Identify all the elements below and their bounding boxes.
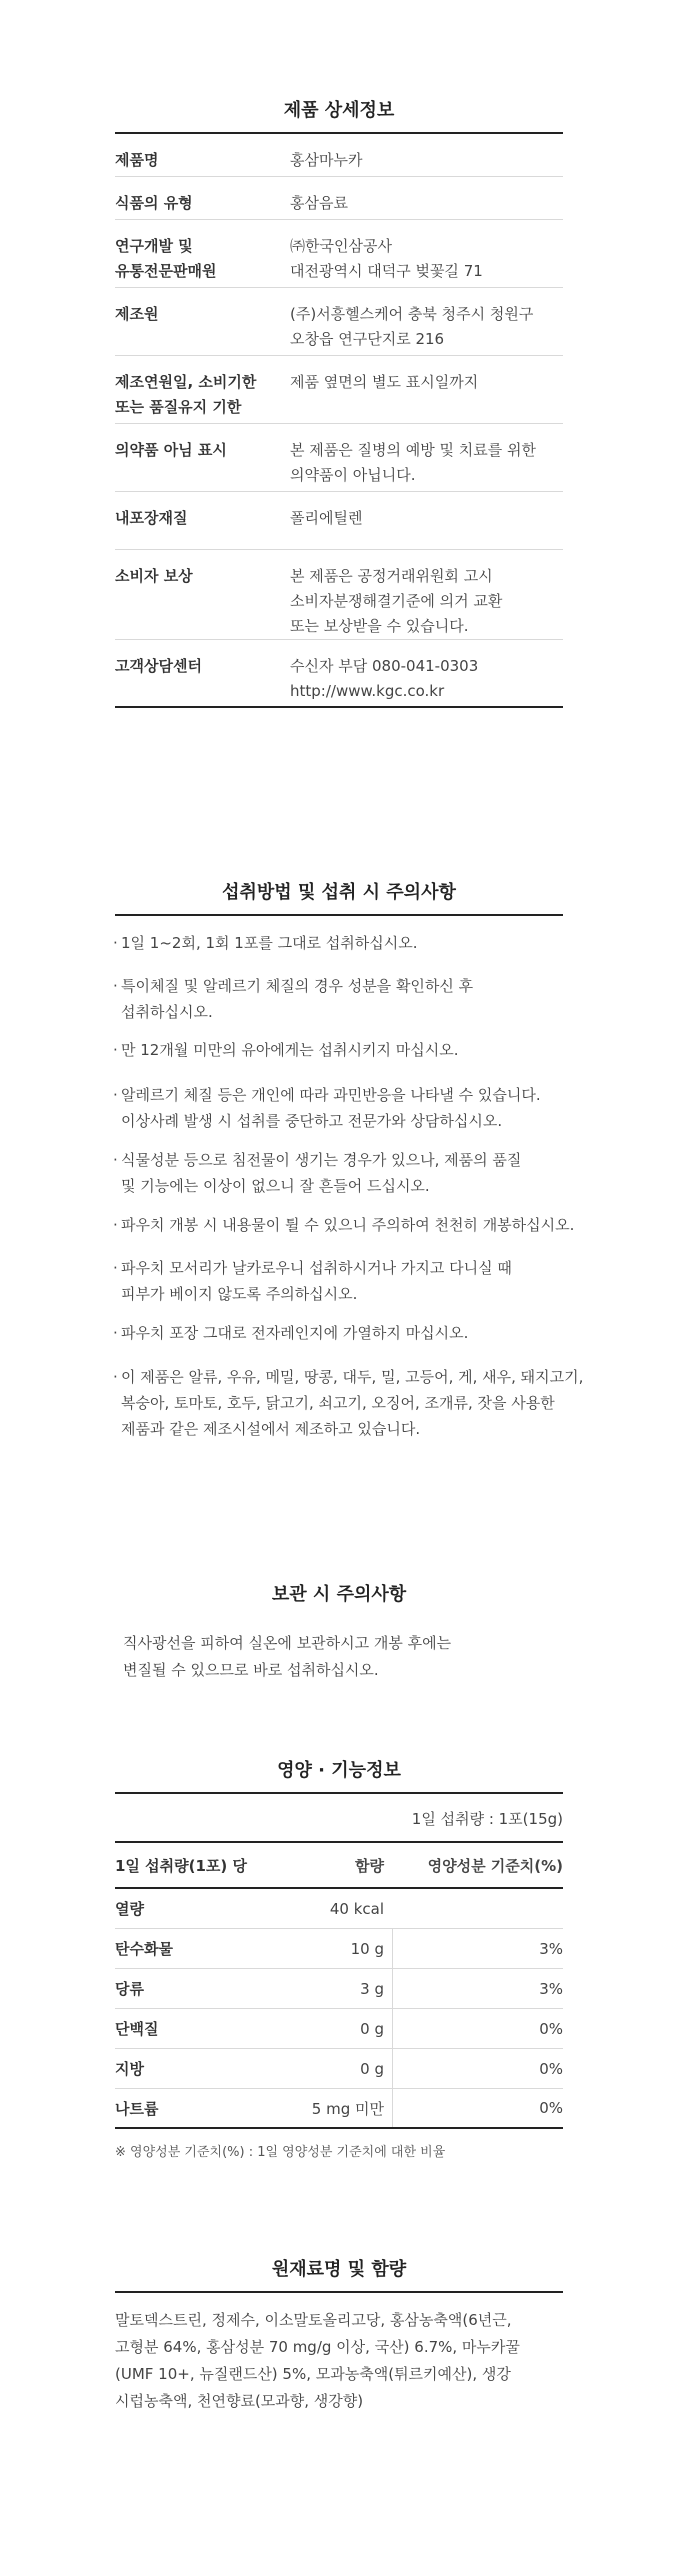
nutrition-header-row (115, 1843, 563, 1889)
section-title: 보관 시 주의사항 (271, 1584, 407, 1605)
product-info-row (115, 288, 563, 356)
nutrient-amount: 3 g (360, 1979, 384, 1998)
product-info-row (115, 220, 563, 288)
product-info-label: 고객상담센터 (115, 657, 202, 675)
intake-note-item (115, 1320, 585, 1346)
nutrient-name: 단백질 (115, 2020, 159, 2038)
product-info-label: 연구개발 및 유통전문판매원 (115, 237, 217, 280)
nutrient-amount: 40 kcal (329, 1899, 384, 1918)
nutrition-row (115, 1969, 563, 2009)
section-title: 영양 · 기능정보 (115, 1756, 563, 1794)
intake-note-text: 특이체질 및 알레르기 체질의 경우 성분을 확인하신 후 섭취하십시오. (121, 977, 474, 1021)
intake-note-text: 이 제품은 알류, 우유, 메밀, 땅콩, 대두, 밀, 고등어, 게, 새우, 돼지고기, 복숭아, 토마토, 호두, 닭고기, 쇠고기, 오징어, 조개류, 잣을 사용한 제품과 같은 제조시설에서 제조하고 있습니다. (121, 1368, 584, 1438)
storage-text: 직사광선을 피하여 실온에 보관하시고 개봉 후에는 변질될 수 있으므로 바로 섭취하십시오. (123, 1634, 452, 1679)
nutrient-name: 당류 (115, 1980, 144, 1998)
intake-section (115, 878, 563, 916)
nutrition-row (115, 1929, 563, 1969)
section-title: 제품 상세정보 (115, 96, 563, 134)
intake-note-text: 1일 1~2회, 1회 1포를 그대로 섭취하십시오. (121, 934, 418, 952)
intake-note-item (115, 1212, 585, 1238)
nutrition-row (115, 2049, 563, 2089)
intake-note-item (115, 1255, 585, 1307)
product-info-section (115, 96, 563, 708)
nutrient-percent: 0% (392, 2009, 563, 2048)
ingredients-section (115, 2255, 563, 2415)
header-percent: 영양성분 기준치(%) (427, 1856, 563, 1875)
product-info-row (115, 492, 563, 550)
ingredients-text: 말토덱스트린, 정제수, 이소말토올리고당, 홍삼농축액(6년근, 고형분 64%, 홍삼성분 70 mg/g 이상, 국산) 6.7%, 마누카꿀 (UMF 10+, 뉴질랜드산) 5%, 모과농축액(튀르키예산), 생강 시럽농축액, 천연향료(모과향, 생강향) (115, 2311, 520, 2410)
section-title: 섭취방법 및 섭취 시 주의사항 (115, 878, 563, 916)
intake-note-item (115, 1364, 585, 1442)
nutrient-percent: 3% (392, 1969, 563, 2008)
product-info-value: 수신자 부담 080-041-0303 http://www.kgc.co.kr (290, 657, 479, 700)
bullet-dot: · (113, 1041, 118, 1059)
product-info-label: 제조원 (115, 305, 159, 323)
intake-note-item (115, 1037, 585, 1063)
product-info-label: 소비자 보상 (115, 567, 193, 585)
nutrient-percent: 0% (392, 2089, 563, 2127)
product-info-value: 홍삼마누카 (290, 151, 363, 169)
nutrient-percent: 3% (392, 1929, 563, 1968)
product-info-row (115, 424, 563, 492)
bullet-dot: · (113, 1086, 118, 1104)
nutrient-amount: 5 mg 미만 (311, 2099, 384, 2118)
bullet-dot: · (113, 977, 118, 995)
product-info-value: ㈜한국인삼공사 대전광역시 대덕구 벚꽃길 71 (290, 237, 483, 280)
product-info-label: 제품명 (115, 151, 159, 169)
bullet-dot: · (113, 1151, 118, 1169)
nutrient-name: 탄수화물 (115, 1940, 173, 1958)
intake-note-text: 식물성분 등으로 침전물이 생기는 경우가 있으나, 제품의 품질 및 기능에는 이상이 없으니 잘 흔들어 드십시오. (121, 1151, 522, 1195)
bullet-dot: · (113, 1368, 118, 1386)
bullet-dot: · (113, 1324, 118, 1342)
nutrition-row (115, 1889, 563, 1929)
product-info-label: 식품의 유형 (115, 194, 193, 212)
product-info-value: 제품 옆면의 별도 표시일까지 (290, 373, 479, 391)
nutrient-amount: 0 g (360, 2019, 384, 2038)
product-info-value: 본 제품은 공정거래위원회 고시 소비자분쟁해결기준에 의거 교환 또는 보상받을 수 있습니다. (290, 567, 503, 635)
intake-note-text: 파우치 포장 그대로 전자레인지에 가열하지 마십시오. (121, 1324, 469, 1342)
intake-note-text: 파우치 개봉 시 내용물이 튈 수 있으니 주의하여 천천히 개봉하십시오. (121, 1216, 575, 1234)
nutrient-percent: 0% (392, 2049, 563, 2088)
nutrition-row (115, 2009, 563, 2049)
intake-note-item (115, 1147, 585, 1199)
nutrient-amount: 10 g (350, 1939, 384, 1958)
product-info-label: 의약품 아님 표시 (115, 441, 227, 459)
intake-note-text: 만 12개월 미만의 유아에게는 섭취시키지 마십시오. (121, 1041, 459, 1059)
product-info-value: 본 제품은 질병의 예방 및 치료를 위한 의약품이 아닙니다. (290, 441, 536, 484)
product-info-value: (주)서흥헬스케어 충북 청주시 청원구 오창읍 연구단지로 216 (290, 305, 534, 348)
product-info-row (115, 177, 563, 220)
nutrient-percent (392, 1889, 563, 1928)
bullet-dot: · (113, 1259, 118, 1277)
nutrient-amount: 0 g (360, 2059, 384, 2078)
storage-section (115, 1580, 563, 1684)
product-info-value: 폴리에틸렌 (290, 509, 363, 527)
product-info-row (115, 550, 563, 640)
product-info-label: 제조연원일, 소비기한 또는 품질유지 기한 (115, 373, 257, 416)
intake-note-item (115, 973, 585, 1025)
nutrition-section (115, 1756, 563, 2160)
intake-note-item (115, 1082, 585, 1134)
product-info-table (115, 134, 563, 708)
intake-note-text: 알레르기 체질 등은 개인에 따라 과민반응을 나타낼 수 있습니다. 이상사례 발생 시 섭취를 중단하고 전문가와 상담하십시오. (121, 1086, 541, 1130)
product-info-label: 내포장재질 (115, 509, 188, 527)
product-info-row (115, 356, 563, 424)
intake-note-item (115, 930, 585, 956)
nutrient-name: 나트륨 (115, 2099, 159, 2118)
product-info-row (115, 640, 563, 708)
nutrient-name: 지방 (115, 2060, 144, 2078)
bullet-dot: · (113, 934, 118, 952)
nutrition-footnote: ※ 영양성분 기준치(%) : 1일 영양성분 기준치에 대한 비율 (115, 2145, 446, 2160)
header-amount: 함량 (355, 1856, 384, 1875)
serving-size: 1일 섭취량 : 1포(15g) (115, 1794, 563, 1843)
nutrition-table-body (115, 1889, 563, 2129)
section-title: 원재료명 및 함량 (115, 2255, 563, 2293)
product-info-value: 홍삼음료 (290, 194, 348, 212)
product-info-row (115, 134, 563, 177)
header-name: 1일 섭취량(1포) 당 (115, 1856, 247, 1875)
nutrient-name: 열량 (115, 1900, 144, 1918)
nutrition-row (115, 2089, 563, 2129)
bullet-dot: · (113, 1216, 118, 1234)
intake-note-text: 파우치 모서리가 날카로우니 섭취하시거나 가지고 다니실 때 피부가 베이지 않도록 주의하십시오. (121, 1259, 512, 1303)
